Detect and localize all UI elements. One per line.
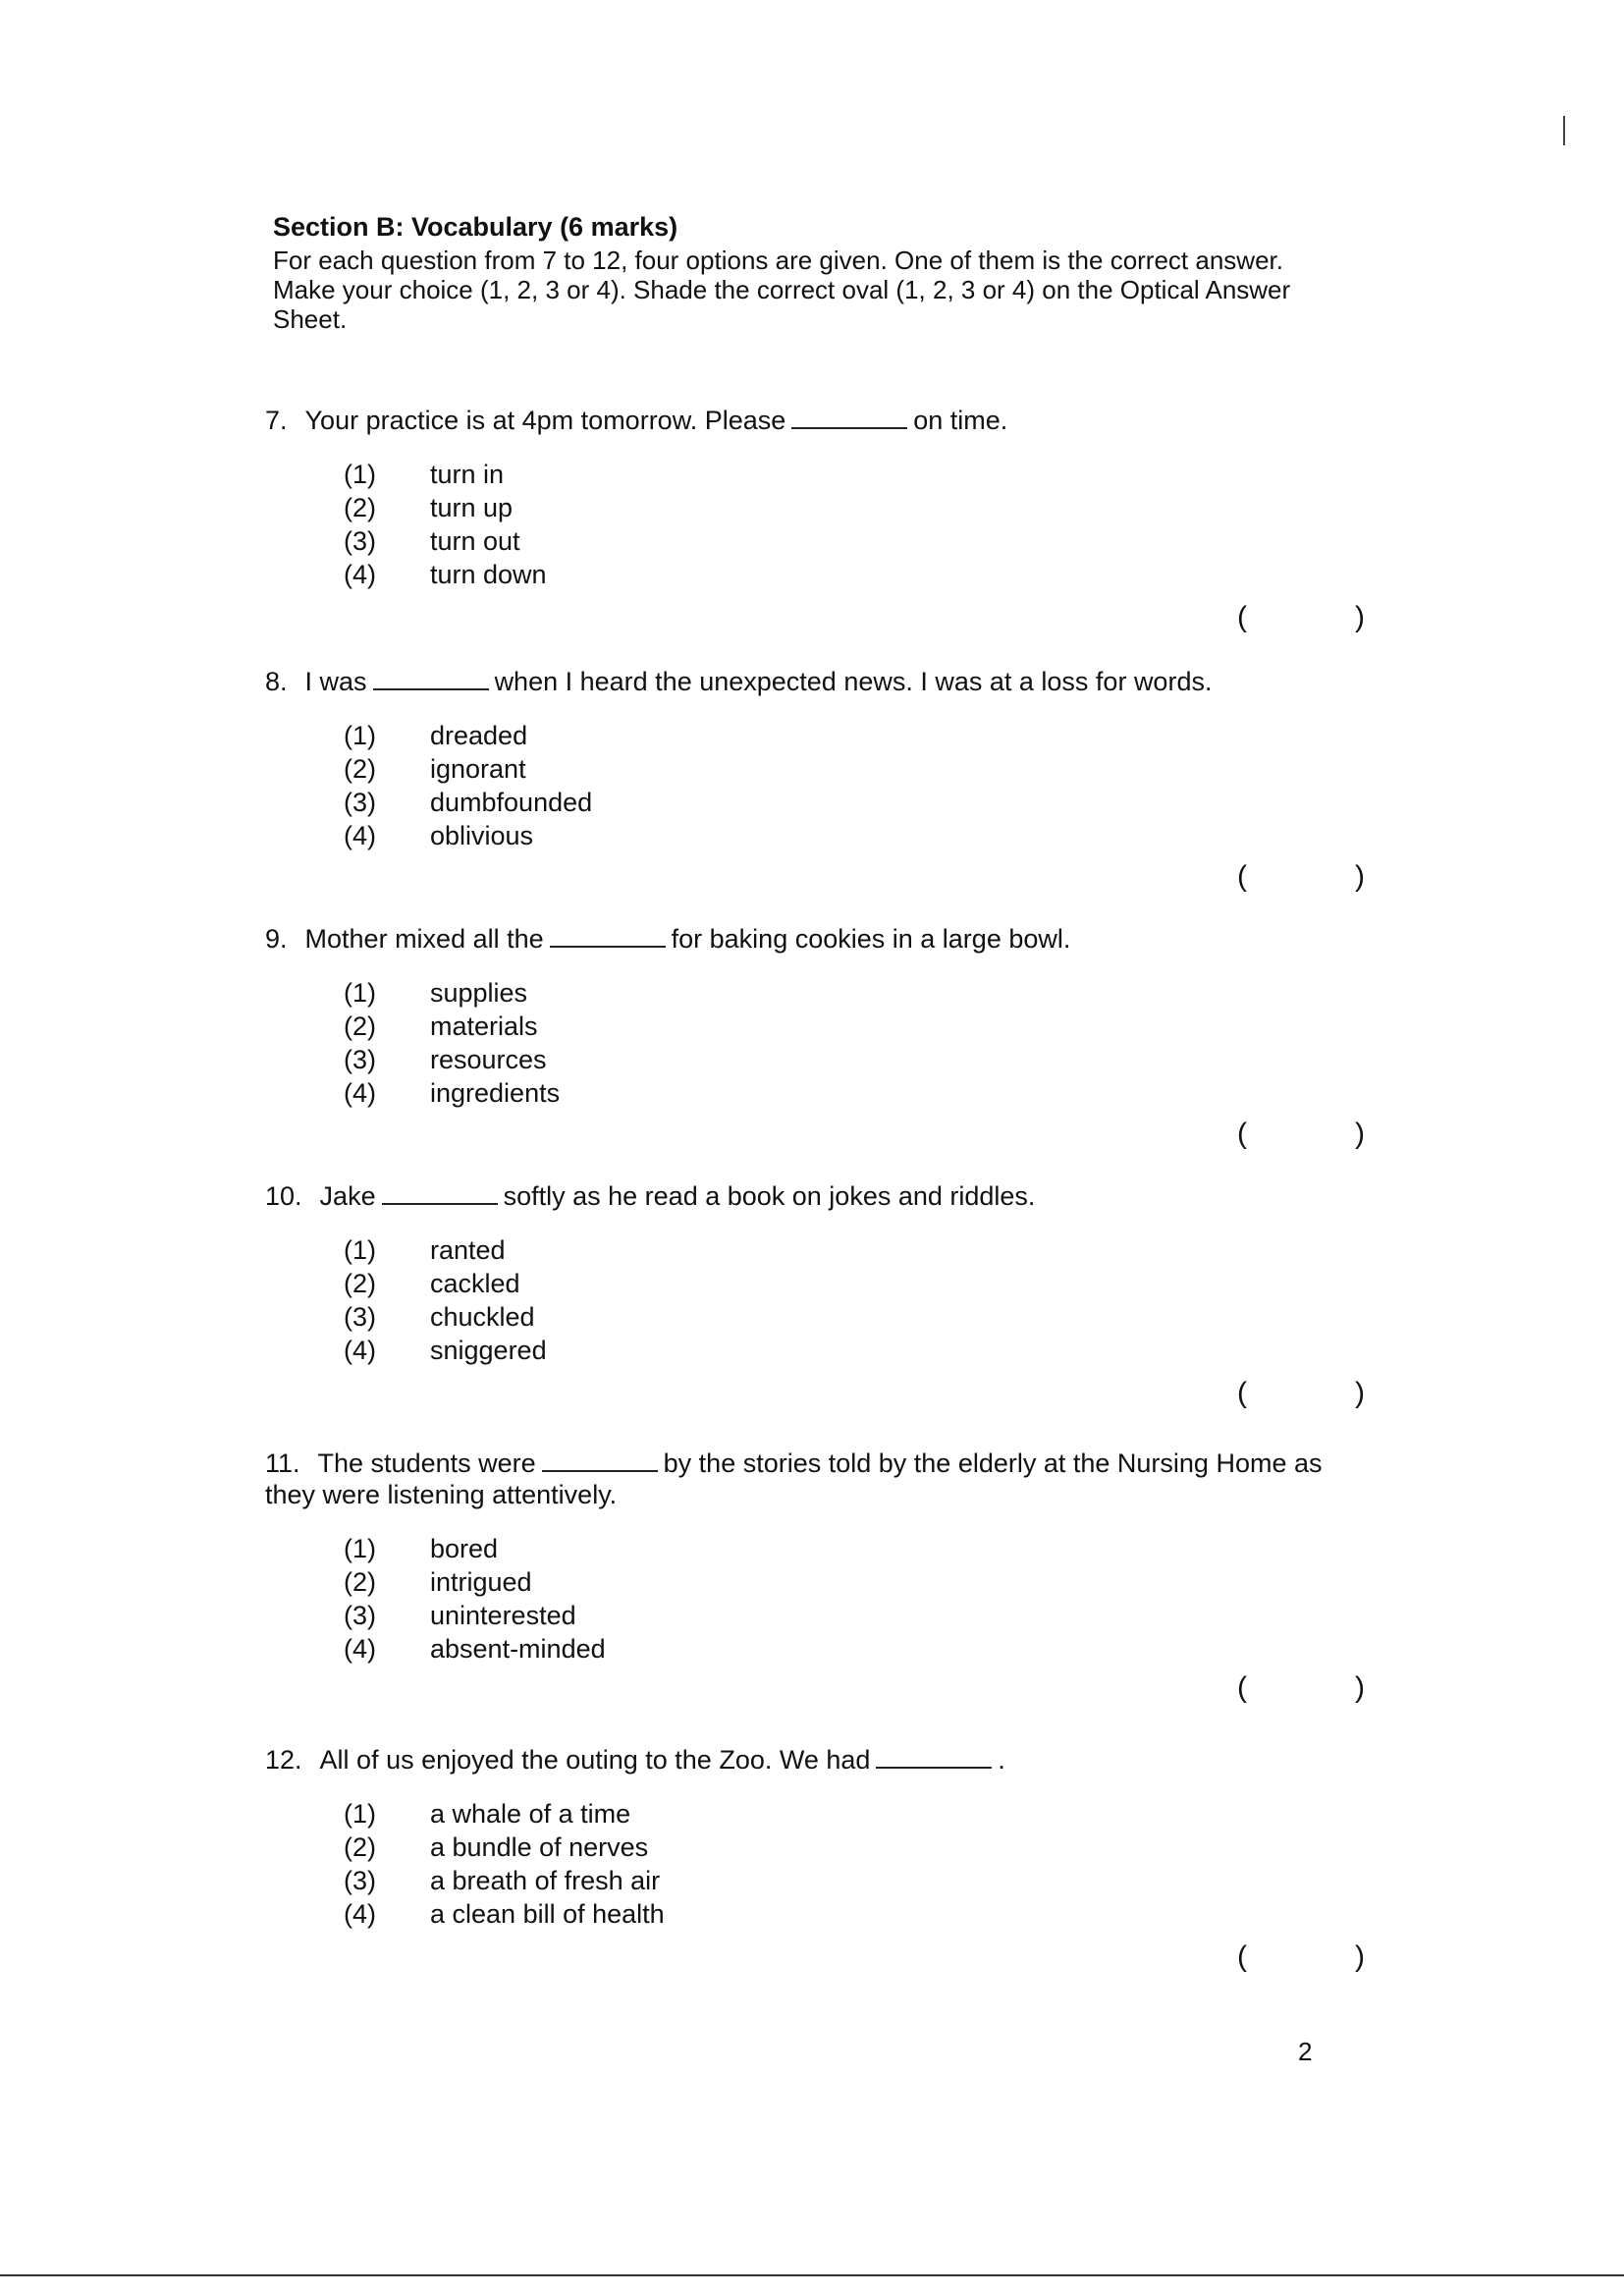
option-2 xyxy=(344,1565,1365,1599)
question-7 xyxy=(265,405,1365,633)
option-number: (3) xyxy=(344,526,376,556)
option-text: sniggered xyxy=(430,1336,547,1365)
answer-bracket[interactable] xyxy=(1237,1941,1365,1974)
option-text: a clean bill of health xyxy=(430,1899,665,1929)
option-text: a whale of a time xyxy=(430,1799,631,1829)
option-2 xyxy=(344,1267,1365,1300)
bracket-close: ) xyxy=(1355,1377,1365,1409)
section-header xyxy=(273,210,1353,334)
options-list xyxy=(344,458,1365,591)
question-9 xyxy=(265,923,1365,1150)
bracket-close: ) xyxy=(1355,601,1365,633)
option-text: a breath of fresh air xyxy=(430,1866,661,1895)
option-text: resources xyxy=(430,1045,547,1074)
answer-bracket[interactable] xyxy=(1237,860,1365,894)
option-number: (4) xyxy=(344,560,376,589)
option-2 xyxy=(344,1831,1365,1864)
answer-blank xyxy=(791,406,907,429)
option-3 xyxy=(344,524,1365,558)
bracket-open: ( xyxy=(1237,1377,1247,1409)
option-text: a bundle of nerves xyxy=(430,1832,649,1862)
option-text: cackled xyxy=(430,1269,520,1298)
answer-blank xyxy=(876,1745,992,1769)
option-text: ignorant xyxy=(430,754,526,784)
stem-after-blank: on time. xyxy=(913,406,1008,435)
option-number: (1) xyxy=(344,1799,376,1829)
option-4 xyxy=(344,819,1365,852)
bracket-open: ( xyxy=(1237,860,1247,893)
stem-after-blank: softly as he read a book on jokes and riddles. xyxy=(503,1181,1036,1211)
option-4 xyxy=(344,1334,1365,1367)
stem-after-blank: by the stories told by the elderly at the Nursing Home as they were listening attentively. xyxy=(265,1449,1323,1509)
option-text: intrigued xyxy=(430,1567,532,1597)
answer-bracket[interactable] xyxy=(1237,1377,1365,1410)
section-instructions: For each question from 7 to 12, four options are given. One of them is the correct answer. Make your choice (1, 2, 3 or 4). Shade the correct oval (1, 2, 3 or 4) on the Optical Answer Sheet. xyxy=(273,246,1291,334)
page-number: 2 xyxy=(1298,2037,1313,2066)
option-text: ingredients xyxy=(430,1078,561,1108)
option-text: uninterested xyxy=(430,1601,576,1630)
stem-before-blank: Your practice is at 4pm tomorrow. Please xyxy=(304,406,786,435)
stem-after-blank: for baking cookies in a large bowl. xyxy=(671,924,1071,954)
option-number: (4) xyxy=(344,1336,376,1365)
option-text: bored xyxy=(430,1534,499,1563)
option-number: (4) xyxy=(344,1899,376,1929)
stem-before-blank: All of us enjoyed the outing to the Zoo. We had xyxy=(319,1745,871,1775)
option-4 xyxy=(344,558,1365,591)
option-text: absent-minded xyxy=(430,1634,606,1664)
option-3 xyxy=(344,786,1365,819)
option-number: (3) xyxy=(344,788,376,817)
option-number: (4) xyxy=(344,1634,376,1664)
options-list xyxy=(344,719,1365,852)
scan-mark xyxy=(1563,116,1565,145)
option-number: (2) xyxy=(344,754,376,784)
option-number: (1) xyxy=(344,1534,376,1563)
option-2 xyxy=(344,491,1365,524)
bracket-open: ( xyxy=(1237,1941,1247,1973)
option-text: turn in xyxy=(430,460,505,489)
stem-before-blank: Jake xyxy=(319,1181,376,1211)
option-3 xyxy=(344,1864,1365,1897)
answer-bracket[interactable] xyxy=(1237,1118,1365,1151)
option-number: (4) xyxy=(344,1078,376,1108)
option-1 xyxy=(344,1233,1365,1267)
option-4 xyxy=(344,1897,1365,1931)
option-number: (2) xyxy=(344,1269,376,1298)
options-list xyxy=(344,1532,1365,1666)
option-1 xyxy=(344,1532,1365,1565)
bracket-close: ) xyxy=(1355,1671,1365,1704)
question-11 xyxy=(265,1448,1365,1704)
stem-before-blank: I was xyxy=(304,667,367,696)
section-title: Section B: Vocabulary (6 marks) xyxy=(273,212,678,242)
answer-blank xyxy=(373,667,489,690)
option-number: (2) xyxy=(344,493,376,522)
option-number: (1) xyxy=(344,978,376,1008)
option-1 xyxy=(344,1797,1365,1831)
stem-after-blank: when I heard the unexpected news. I was at a loss for words. xyxy=(494,667,1213,696)
options-list xyxy=(344,976,1365,1110)
option-text: supplies xyxy=(430,978,528,1008)
stem-before-blank: Mother mixed all the xyxy=(304,924,544,954)
option-4 xyxy=(344,1632,1365,1666)
option-text: turn down xyxy=(430,560,547,589)
question-number: 8. xyxy=(265,667,288,696)
option-1 xyxy=(344,458,1365,491)
option-number: (1) xyxy=(344,721,376,750)
bracket-open: ( xyxy=(1237,1671,1247,1704)
option-1 xyxy=(344,719,1365,752)
option-number: (1) xyxy=(344,460,376,489)
option-3 xyxy=(344,1300,1365,1334)
option-text: dumbfounded xyxy=(430,788,593,817)
option-text: ranted xyxy=(430,1235,506,1265)
question-number: 9. xyxy=(265,924,288,954)
option-number: (2) xyxy=(344,1567,376,1597)
option-2 xyxy=(344,1010,1365,1043)
bracket-close: ) xyxy=(1355,1941,1365,1973)
answer-blank xyxy=(550,924,666,948)
bracket-close: ) xyxy=(1355,860,1365,893)
option-2 xyxy=(344,752,1365,786)
option-4 xyxy=(344,1076,1365,1110)
bracket-open: ( xyxy=(1237,1118,1247,1150)
option-text: dreaded xyxy=(430,721,528,750)
question-number: 10. xyxy=(265,1181,302,1211)
question-12 xyxy=(265,1744,1365,1973)
question-stem xyxy=(265,405,1365,436)
bracket-open: ( xyxy=(1237,601,1247,633)
option-number: (3) xyxy=(344,1302,376,1332)
option-text: materials xyxy=(430,1011,538,1041)
option-number: (4) xyxy=(344,821,376,850)
question-stem xyxy=(265,666,1365,697)
answer-blank xyxy=(382,1181,498,1205)
options-list xyxy=(344,1233,1365,1367)
answer-bracket[interactable] xyxy=(1237,601,1365,634)
option-number: (2) xyxy=(344,1832,376,1862)
question-stem xyxy=(265,1180,1365,1212)
option-number: (3) xyxy=(344,1866,376,1895)
question-number: 11. xyxy=(265,1449,300,1478)
options-list xyxy=(344,1797,1365,1931)
option-number: (3) xyxy=(344,1601,376,1630)
stem-before-blank: The students were xyxy=(317,1449,536,1478)
option-text: turn up xyxy=(430,493,514,522)
question-10 xyxy=(265,1180,1365,1409)
question-number: 12. xyxy=(265,1745,302,1775)
question-stem xyxy=(265,923,1365,955)
answer-bracket[interactable] xyxy=(1237,1671,1365,1705)
answer-blank xyxy=(542,1449,658,1472)
option-text: turn out xyxy=(430,526,520,556)
option-1 xyxy=(344,976,1365,1010)
question-8 xyxy=(265,666,1365,893)
bracket-close: ) xyxy=(1355,1118,1365,1150)
question-stem xyxy=(265,1448,1365,1510)
footer-rule xyxy=(0,2274,1624,2276)
option-number: (1) xyxy=(344,1235,376,1265)
stem-after-blank: . xyxy=(998,1745,1005,1775)
question-number: 7. xyxy=(265,406,288,435)
option-number: (2) xyxy=(344,1011,376,1041)
question-stem xyxy=(265,1744,1365,1776)
option-text: oblivious xyxy=(430,821,534,850)
option-3 xyxy=(344,1043,1365,1076)
option-text: chuckled xyxy=(430,1302,535,1332)
option-number: (3) xyxy=(344,1045,376,1074)
option-3 xyxy=(344,1599,1365,1632)
